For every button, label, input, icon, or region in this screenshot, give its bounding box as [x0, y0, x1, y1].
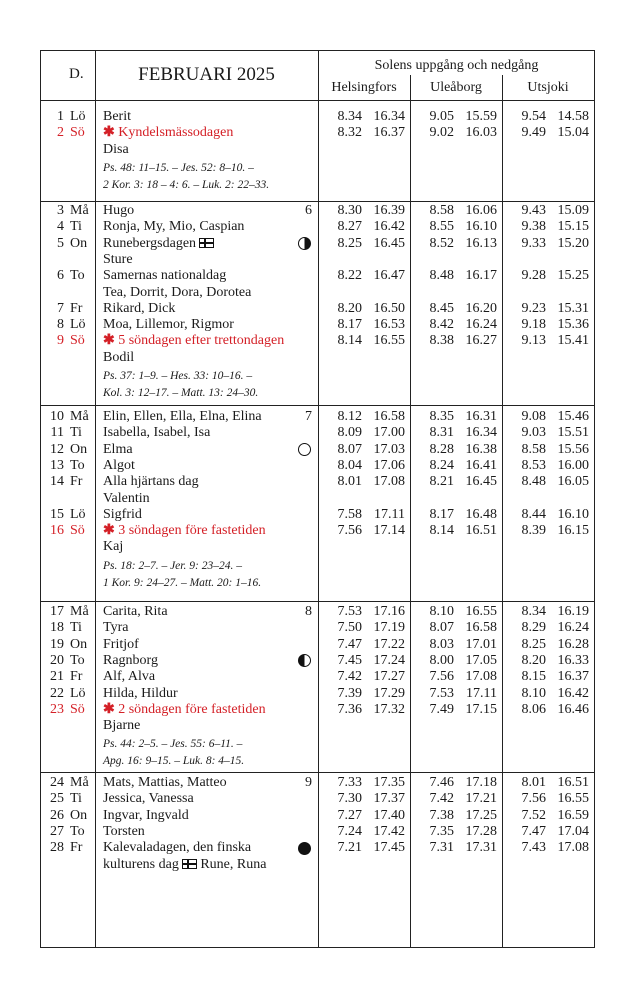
weekday: Ti: [70, 425, 82, 441]
sunrise-time: 7.38: [429, 807, 454, 823]
sunset-time: 16.20: [465, 300, 497, 316]
sunset-time: 17.11: [374, 506, 405, 522]
sunset-time: 16.31: [465, 409, 497, 424]
day-number: 16: [50, 523, 64, 539]
weekday: Sö: [70, 523, 85, 539]
name-day: Algot: [103, 457, 135, 473]
day-number: 6: [57, 268, 64, 284]
day-number: 5: [57, 235, 64, 251]
sunrise-time: 8.03: [429, 636, 454, 652]
day-number: 7: [57, 300, 64, 316]
sunset-time: 16.58: [465, 620, 497, 636]
day-number: 13: [50, 457, 64, 473]
sunset-time: 16.45: [373, 235, 405, 251]
sunset-time: 15.20: [557, 235, 589, 251]
sunrise-time: 9.13: [521, 333, 546, 349]
sunset-time: 17.45: [373, 840, 405, 856]
month-title: FEBRUARI 2025: [138, 64, 275, 85]
city-header-1: Helsingfors: [331, 80, 397, 95]
sun-title: Solens uppgång och nedgång: [374, 58, 539, 73]
weekday: On: [70, 235, 88, 251]
sunset-time: 16.34: [373, 109, 405, 124]
sunset-time: 16.55: [373, 333, 405, 349]
sunrise-time: 9.05: [429, 109, 454, 124]
weekday: Sö: [70, 333, 85, 349]
name-day: Ragnborg: [103, 652, 158, 668]
sunset-time: 16.06: [465, 203, 497, 218]
sunrise-time: 8.58: [429, 203, 454, 218]
sunset-time: 17.24: [373, 652, 405, 668]
sunrise-time: 8.30: [337, 203, 362, 218]
sunrise-time: 8.17: [429, 506, 454, 522]
day-number: 19: [50, 636, 64, 652]
sunset-time: 17.29: [373, 685, 405, 701]
name-day: Hugo: [103, 203, 135, 218]
day-number: 26: [50, 807, 64, 823]
day-number: 20: [50, 652, 64, 668]
week-number: 9: [305, 775, 312, 790]
sunset-time: 16.58: [373, 409, 405, 424]
star-icon: ✱: [103, 523, 119, 539]
reading-line: Apg. 16: 9–15. – Luk. 8: 4–15.: [103, 755, 245, 768]
sunrise-time: 8.22: [337, 268, 362, 284]
sunset-time: 17.15: [465, 701, 497, 717]
city-header-3: Utsjoki: [527, 80, 569, 95]
sunset-time: 17.40: [373, 807, 405, 823]
name-day: Tyra: [103, 620, 129, 636]
weekday: To: [70, 652, 85, 668]
sunset-time: 16.37: [557, 669, 589, 685]
sunrise-time: 8.14: [429, 523, 454, 539]
sunset-time: 15.36: [557, 317, 589, 333]
sunrise-time: 7.56: [337, 523, 362, 539]
name-day: Alf, Alva: [103, 669, 156, 685]
sunrise-time: 8.07: [337, 441, 362, 457]
sunrise-time: 7.47: [337, 636, 362, 652]
sunrise-time: 7.42: [337, 669, 362, 685]
sunset-time: 16.34: [465, 425, 497, 441]
day-number: 8: [57, 317, 64, 333]
day-number: 27: [50, 823, 64, 839]
weekday: To: [70, 823, 85, 839]
name-day: Samernas nationaldag: [103, 268, 227, 284]
secondary-name: Sture: [103, 251, 133, 267]
weekday: Lö: [70, 317, 86, 333]
sunrise-time: 7.27: [337, 807, 362, 823]
column-divider: [502, 50, 503, 948]
moon-phase-new-icon: [298, 842, 311, 855]
sunrise-time: 9.28: [521, 268, 546, 284]
sunset-time: 16.13: [465, 235, 497, 251]
column-divider: [410, 50, 411, 948]
sunrise-time: 8.48: [521, 474, 546, 490]
sunrise-time: 9.54: [521, 109, 546, 124]
sunrise-time: 8.07: [429, 620, 454, 636]
weekday: Fr: [70, 669, 83, 685]
sunset-time: 15.04: [557, 125, 589, 141]
name-day: Mats, Mattias, Matteo: [103, 775, 227, 790]
day-number: 12: [50, 441, 64, 457]
flag-icon: [199, 238, 214, 248]
sunset-time: 17.08: [557, 840, 589, 856]
sunset-time: 15.46: [557, 409, 589, 424]
sunset-time: 16.24: [557, 620, 589, 636]
name-day: Hilda, Hildur: [103, 685, 178, 701]
sunrise-time: 9.33: [521, 235, 546, 251]
sunrise-time: 9.02: [429, 125, 454, 141]
sunday-name: ✱ Kyndelsmässodagen: [103, 125, 234, 141]
sunset-time: 16.24: [465, 317, 497, 333]
sunrise-time: 8.44: [521, 506, 546, 522]
sunrise-time: 7.43: [521, 840, 546, 856]
day-number: 23: [50, 701, 64, 717]
day-number: 1: [57, 109, 64, 124]
day-number: 14: [50, 474, 64, 490]
sunrise-time: 8.52: [429, 235, 454, 251]
weekday: To: [70, 268, 85, 284]
weekday: On: [70, 807, 88, 823]
sunrise-time: 8.06: [521, 701, 546, 717]
reading-line: 1 Kor. 9: 24–27. – Matt. 20: 1–16.: [103, 576, 262, 589]
reading-line: Ps. 44: 2–5. – Jes. 55: 6–11. –: [103, 738, 243, 751]
week-divider: [40, 601, 595, 602]
sunset-time: 16.33: [557, 652, 589, 668]
column-divider: [95, 50, 96, 948]
day-number: 3: [57, 203, 64, 218]
week-divider: [40, 772, 595, 773]
sunrise-time: 8.12: [337, 409, 362, 424]
name-day: Elma: [103, 441, 133, 457]
sunrise-time: 8.53: [521, 457, 546, 473]
moon-phase-full-icon: [298, 443, 311, 456]
header-divider: [40, 100, 595, 101]
name-day: Carita, Rita: [103, 604, 168, 619]
sunrise-time: 9.08: [521, 409, 546, 424]
sunset-time: 17.04: [557, 823, 589, 839]
sunrise-time: 7.42: [429, 791, 454, 807]
sunrise-time: 7.31: [429, 840, 454, 856]
sunset-time: 15.51: [557, 425, 589, 441]
secondary-name: Disa: [103, 141, 129, 157]
sunset-time: 17.01: [465, 636, 497, 652]
reading-line: 2 Kor. 3: 18 – 4: 6. – Luk. 2: 22–33.: [103, 178, 270, 191]
sunrise-time: 8.48: [429, 268, 454, 284]
name-day: Isabella, Isabel, Isa: [103, 425, 211, 441]
day-column-header: D.: [69, 66, 84, 82]
sunset-time: 17.42: [373, 823, 405, 839]
day-number: 10: [50, 409, 64, 424]
sunrise-time: 8.58: [521, 441, 546, 457]
sunset-time: 14.58: [557, 109, 589, 124]
sunset-time: 16.51: [557, 775, 589, 790]
sunrise-time: 7.45: [337, 652, 362, 668]
weekday: Må: [70, 203, 89, 218]
sunset-time: 16.00: [557, 457, 589, 473]
sunset-time: 17.08: [465, 669, 497, 685]
sunrise-time: 8.25: [521, 636, 546, 652]
sunrise-time: 8.24: [429, 457, 454, 473]
sunset-time: 17.35: [373, 775, 405, 790]
sunset-time: 17.21: [465, 791, 497, 807]
secondary-name: Kaj: [103, 539, 124, 555]
sunset-time: 16.10: [557, 506, 589, 522]
day-number: 18: [50, 620, 64, 636]
sunrise-time: 8.34: [521, 604, 546, 619]
sunrise-time: 8.14: [337, 333, 362, 349]
day-number: 24: [50, 775, 64, 790]
reading-line: Ps. 18: 2–7. – Jer. 9: 23–24. –: [103, 559, 242, 572]
weekday: Må: [70, 604, 89, 619]
name-day: Rikard, Dick: [103, 300, 176, 316]
day-number: 21: [50, 669, 64, 685]
sunset-time: 17.14: [373, 523, 405, 539]
weekday: Lö: [70, 109, 86, 124]
name-day: Fritjof: [103, 636, 139, 652]
name-day: Elin, Ellen, Ella, Elna, Elina: [103, 409, 262, 424]
day-number: 11: [50, 425, 64, 441]
sunset-time: 16.59: [557, 807, 589, 823]
sunrise-time: 8.45: [429, 300, 454, 316]
weekday: To: [70, 457, 85, 473]
sunrise-time: 9.38: [521, 219, 546, 235]
sunset-time: 16.17: [465, 268, 497, 284]
sunset-time: 16.10: [465, 219, 497, 235]
weekday: Ti: [70, 791, 82, 807]
sunday-name: ✱ 2 söndagen före fastetiden: [103, 701, 266, 717]
sunset-time: 17.27: [373, 669, 405, 685]
sunrise-time: 7.24: [337, 823, 362, 839]
sunset-time: 16.42: [373, 219, 405, 235]
sunrise-time: 9.18: [521, 317, 546, 333]
sunset-time: 17.37: [373, 791, 405, 807]
sunset-time: 15.41: [557, 333, 589, 349]
sunrise-time: 9.49: [521, 125, 546, 141]
name-day: Sigfrid: [103, 506, 142, 522]
sunrise-time: 9.03: [521, 425, 546, 441]
sunset-time: 16.27: [465, 333, 497, 349]
sunset-time: 15.59: [465, 109, 497, 124]
sunrise-time: 7.39: [337, 685, 362, 701]
sunset-time: 15.31: [557, 300, 589, 316]
sunset-time: 16.51: [465, 523, 497, 539]
secondary-name: Bodil: [103, 349, 135, 365]
sunset-time: 16.46: [557, 701, 589, 717]
sunrise-time: 8.42: [429, 317, 454, 333]
sunrise-time: 7.47: [521, 823, 546, 839]
reading-line: Ps. 48: 11–15. – Jes. 52: 8–10. –: [103, 161, 254, 174]
sunrise-time: 8.10: [429, 604, 454, 619]
sunset-time: 16.03: [465, 125, 497, 141]
sunset-time: 17.19: [373, 620, 405, 636]
secondary-name: Bjarne: [103, 718, 141, 734]
sunset-time: 16.55: [557, 791, 589, 807]
sunrise-time: 7.56: [521, 791, 546, 807]
sunset-time: 17.11: [466, 685, 497, 701]
name-day: Jessica, Vanessa: [103, 791, 194, 807]
flag-icon: [182, 859, 197, 869]
week-divider: [40, 201, 595, 202]
sunset-time: 16.42: [557, 685, 589, 701]
name-day: Ingvar, Ingvald: [103, 807, 189, 823]
sunrise-time: 8.29: [521, 620, 546, 636]
sunrise-time: 8.01: [521, 775, 546, 790]
sunrise-time: 8.10: [521, 685, 546, 701]
sunrise-time: 8.20: [337, 300, 362, 316]
week-number: 7: [305, 409, 312, 424]
sunrise-time: 7.56: [429, 669, 454, 685]
sunrise-time: 7.33: [337, 775, 362, 790]
sunrise-time: 7.36: [337, 701, 362, 717]
sunset-time: 17.08: [373, 474, 405, 490]
reading-line: Ps. 37: 1–9. – Hes. 33: 10–16. –: [103, 370, 253, 382]
sunrise-time: 7.46: [429, 775, 454, 790]
sunset-time: 16.39: [373, 203, 405, 218]
weekday: On: [70, 441, 88, 457]
sunrise-time: 7.49: [429, 701, 454, 717]
sunset-time: 16.55: [465, 604, 497, 619]
secondary-name: Tea, Dorrit, Dora, Dorotea: [103, 284, 252, 300]
sunrise-time: 8.20: [521, 652, 546, 668]
week-divider: [40, 405, 595, 406]
sunrise-time: 7.21: [337, 840, 362, 856]
sunrise-time: 8.01: [337, 474, 362, 490]
sunset-time: 16.05: [557, 474, 589, 490]
sunrise-time: 8.34: [337, 109, 362, 124]
name-day: Moa, Lillemor, Rigmor: [103, 317, 234, 333]
sunrise-time: 9.43: [521, 203, 546, 218]
sunrise-time: 8.39: [521, 523, 546, 539]
weekday: Ti: [70, 219, 82, 235]
sunset-time: 15.15: [557, 219, 589, 235]
sunrise-time: 7.50: [337, 620, 362, 636]
column-divider: [318, 50, 319, 948]
sunrise-time: 7.35: [429, 823, 454, 839]
name-day: Alla hjärtans dag: [103, 474, 199, 490]
sunrise-time: 8.21: [429, 474, 454, 490]
weekday: Fr: [70, 474, 83, 490]
weekday: Sö: [70, 125, 85, 141]
sunrise-time: 7.58: [337, 506, 362, 522]
sunset-time: 17.25: [465, 807, 497, 823]
star-icon: ✱: [103, 701, 119, 717]
sunset-time: 16.38: [465, 441, 497, 457]
sunrise-time: 8.28: [429, 441, 454, 457]
weekday: Fr: [70, 300, 83, 316]
star-icon: ✱: [103, 125, 119, 141]
weekday: Må: [70, 775, 89, 790]
sunrise-time: 7.52: [521, 807, 546, 823]
sunset-time: 16.50: [373, 300, 405, 316]
sunrise-time: 8.04: [337, 457, 362, 473]
name-day: Kalevaladagen, den finska: [103, 840, 252, 856]
sunset-time: 17.05: [465, 652, 497, 668]
sunrise-time: 8.25: [337, 235, 362, 251]
sunrise-time: 8.00: [429, 652, 454, 668]
day-number: 17: [50, 604, 64, 619]
sunset-time: 17.22: [373, 636, 405, 652]
weekday: Ti: [70, 620, 82, 636]
day-number: 22: [50, 685, 64, 701]
sunset-time: 17.28: [465, 823, 497, 839]
sunset-time: 16.37: [373, 125, 405, 141]
name-day: Ronja, My, Mio, Caspian: [103, 219, 245, 235]
week-number: 6: [305, 203, 312, 218]
weekday: Lö: [70, 685, 86, 701]
sunset-time: 17.00: [373, 425, 405, 441]
sunrise-time: 8.55: [429, 219, 454, 235]
moon-phase-first-quarter-icon: [298, 237, 311, 250]
sunset-time: 16.15: [557, 523, 589, 539]
name-day: Berit: [103, 109, 131, 124]
name-day: Torsten: [103, 823, 145, 839]
reading-line: Kol. 3: 12–17. – Matt. 13: 24–30.: [103, 387, 259, 399]
week-number: 8: [305, 604, 312, 619]
sunrise-time: 7.53: [429, 685, 454, 701]
sunrise-time: 8.09: [337, 425, 362, 441]
sunset-time: 17.16: [373, 604, 405, 619]
sunset-time: 16.53: [373, 317, 405, 333]
sunset-time: 16.28: [557, 636, 589, 652]
sunset-time: 15.25: [557, 268, 589, 284]
sunset-time: 16.48: [465, 506, 497, 522]
sunset-time: 16.19: [557, 604, 589, 619]
sunset-time: 17.31: [465, 840, 497, 856]
sunset-time: 17.06: [373, 457, 405, 473]
star-icon: ✱: [103, 333, 119, 349]
weekday: Fr: [70, 840, 83, 856]
sunrise-time: 7.53: [337, 604, 362, 619]
sunrise-time: 8.17: [337, 317, 362, 333]
sunset-time: 16.41: [465, 457, 497, 473]
sunset-time: 16.45: [465, 474, 497, 490]
sunrise-time: 8.38: [429, 333, 454, 349]
day-number: 15: [50, 506, 64, 522]
day-number: 28: [50, 840, 64, 856]
day-number: 4: [57, 219, 64, 235]
sunrise-time: 7.30: [337, 791, 362, 807]
sunset-time: 16.47: [373, 268, 405, 284]
day-number: 25: [50, 791, 64, 807]
day-number: 9: [57, 333, 64, 349]
sunset-time: 15.09: [557, 203, 589, 218]
sunrise-time: 8.32: [337, 125, 362, 141]
sunset-time: 17.32: [373, 701, 405, 717]
day-number: 2: [57, 125, 64, 141]
secondary-name: kulturens dag Rune, Runa: [103, 856, 267, 872]
name-day: Runebergsdagen: [103, 236, 214, 252]
weekday: On: [70, 636, 88, 652]
sunset-time: 17.03: [373, 441, 405, 457]
sunset-time: 17.18: [465, 775, 497, 790]
sunset-time: 15.56: [557, 441, 589, 457]
weekday: Lö: [70, 506, 86, 522]
sunrise-time: 8.35: [429, 409, 454, 424]
sunday-name: ✱ 5 söndagen efter trettondagen: [103, 333, 285, 349]
sunrise-time: 8.15: [521, 669, 546, 685]
secondary-name: Valentin: [103, 490, 150, 506]
sunrise-time: 8.27: [337, 219, 362, 235]
weekday: Sö: [70, 701, 85, 717]
weekday: Må: [70, 409, 89, 424]
sunday-name: ✱ 3 söndagen före fastetiden: [103, 523, 266, 539]
city-header-2: Uleåborg: [430, 80, 482, 95]
sunrise-time: 8.31: [429, 425, 454, 441]
sunrise-time: 9.23: [521, 300, 546, 316]
